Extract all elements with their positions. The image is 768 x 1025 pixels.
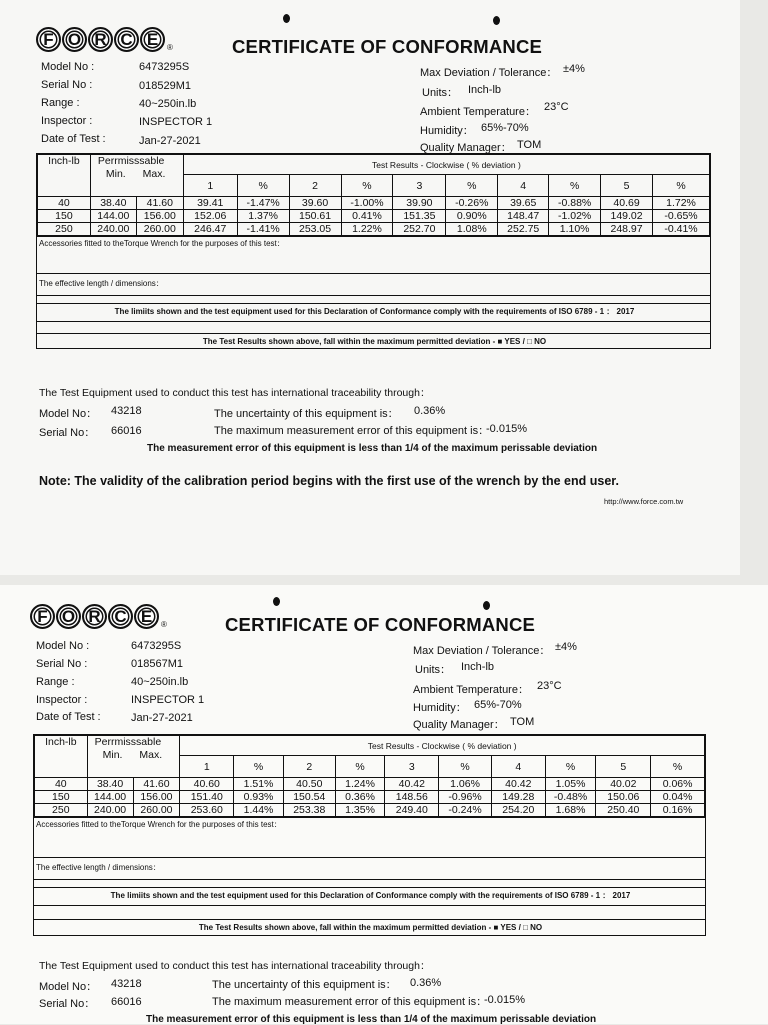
logo-letter: F [30,604,55,629]
certificate-title: CERTIFICATE OF CONFORMANCE [225,614,536,635]
max-error-label: The maximum measurement error of this equipment is： [212,996,488,1008]
table-cell: 1.68% [545,804,596,817]
equipment-model-label: Model No： [39,981,98,993]
result-col-header: % [549,175,601,197]
equipment-serial-value: 66016 [111,425,142,437]
uncertainty-value: 0.36% [414,405,446,417]
model-no-label: Model No : [41,61,95,73]
logo-letter: E [134,604,159,629]
table-cell: 150 [38,210,91,223]
table-cell: 1.22% [341,223,393,236]
range-value: 40~250in.lb [131,676,189,688]
table-cell: 0.04% [651,791,705,804]
table-cell: 1.24% [335,778,385,791]
table-cell: -1.02% [549,210,601,223]
validity-note: Note: The validity of the calibration period begins with the first use of the wrench by the end user. [39,474,619,488]
max-error-value: -0.015% [486,423,527,435]
table-cell: -1.41% [237,223,289,236]
table-cell: 152.06 [183,210,237,223]
punch-hole-mark [493,16,500,25]
table-cell: 1.06% [439,778,492,791]
col-unit-header: Inch-lb [35,736,88,778]
table-cell: 1.35% [335,804,385,817]
result-col-header: 5 [596,756,651,778]
humidity-label: Humidity： [413,702,467,714]
table-cell: 246.47 [183,223,237,236]
table-cell: -0.65% [653,210,710,223]
date-value: Jan-27-2021 [131,712,193,724]
range-label: Range : [41,97,80,109]
quality-manager-label: Quality Manager： [420,142,512,154]
table-cell: 38.40 [87,778,133,791]
table-cell: 148.47 [498,210,549,223]
units-value: Inch-lb [468,84,502,96]
table-cell: 40.02 [596,778,651,791]
spacer-row [34,905,705,919]
table-cell: 40.50 [283,778,335,791]
table-cell: 250 [35,804,88,817]
result-col-header: 1 [183,175,237,197]
effective-length-text: The effective length / dimensions： [39,279,164,288]
table-row [35,791,705,804]
logo-letter: E [140,27,165,52]
table-cell: 240.00 [90,223,136,236]
units-label: Units： [415,664,452,676]
table-cell: 150.06 [596,791,651,804]
max-label: Max. [139,749,163,761]
table-cell: 240.00 [87,804,133,817]
result-col-header: % [653,175,710,197]
result-col-header: 5 [601,175,653,197]
table-cell: 149.28 [491,791,545,804]
inspector-value: INSPECTOR 1 [131,694,205,706]
certificate-title: CERTIFICATE OF CONFORMANCE [232,36,543,57]
units-value: Inch-lb [461,661,495,673]
accessories-text: Accessories fitted to theTorque Wrench for the purposes of this test： [39,239,285,248]
spacer-row [37,321,710,333]
quality-manager-value: TOM [510,716,535,728]
table-cell: 252.75 [498,223,549,236]
logo-letter: R [82,604,107,629]
table-cell: 1.10% [549,223,601,236]
max-error-value: -0.015% [484,994,525,1006]
table-row [35,778,705,791]
col-permissible-header [90,155,183,197]
table-cell: 144.00 [87,791,133,804]
iso-statement-row [37,303,710,321]
units-label: Units： [422,87,459,99]
table-cell: 148.56 [385,791,439,804]
table-cell: 1.72% [653,197,710,210]
max-deviation-label: Max Deviation / Tolerance： [413,645,551,657]
table-cell: 1.05% [545,778,596,791]
result-col-header: % [439,756,492,778]
quality-manager-label: Quality Manager： [413,719,505,731]
table-cell: 252.70 [393,223,446,236]
table-cell: -1.00% [341,197,393,210]
table-cell: 40 [35,778,88,791]
uncertainty-label: The uncertainty of this equipment is： [212,979,397,991]
table-cell: 0.36% [335,791,385,804]
test-results-header: Test Results - Clockwise ( % deviation ) [183,155,709,175]
date-value: Jan-27-2021 [139,135,201,147]
ambient-value: 23°C [537,680,562,692]
result-col-header: 2 [289,175,341,197]
table-cell: 40.60 [180,778,234,791]
inspector-value: INSPECTOR 1 [139,116,213,128]
table-cell: 0.41% [341,210,393,223]
permissible-label: Perrmisssable [94,736,162,748]
table-cell: 151.35 [393,210,446,223]
table-cell: 41.60 [136,197,183,210]
table-row [35,804,705,817]
ambient-label: Ambient Temperature： [420,106,536,118]
table-cell: 253.60 [180,804,234,817]
min-label: Min. [102,749,123,761]
traceability-text: The Test Equipment used to conduct this test has international traceability through： [39,960,431,972]
result-col-header: % [651,756,705,778]
punch-hole-mark [483,601,490,610]
effective-length-row [37,273,710,295]
table-cell: 39.60 [289,197,341,210]
humidity-value: 65%-70% [474,699,522,711]
serial-no-value: 018567M1 [131,658,183,670]
logo-letter: R [88,27,113,52]
table-cell: 150.61 [289,210,341,223]
results-statement: The Test Results shown above, fall within the maximum permitted deviation - ■ YES / □ NO [202,337,547,346]
table-cell: 39.90 [393,197,446,210]
table-cell: 260.00 [136,223,183,236]
table-cell: -0.24% [439,804,492,817]
table-cell: -0.48% [545,791,596,804]
table-cell: 144.00 [90,210,136,223]
model-no-value: 6473295S [139,61,190,73]
table-cell: 0.06% [651,778,705,791]
table-cell: 1.44% [234,804,284,817]
table-cell: 1.08% [446,223,498,236]
logo-letter: O [56,604,81,629]
equipment-serial-value: 66016 [111,996,142,1008]
iso-statement-row [34,887,705,905]
spacer-row [34,879,705,887]
quality-manager-value: TOM [517,139,542,151]
result-col-header: % [545,756,596,778]
table-cell: 150.54 [283,791,335,804]
website-link[interactable]: http://www.force.com.tw [604,497,684,506]
table-cell: 1.51% [234,778,284,791]
logo-letter: C [114,27,139,52]
force-logo [36,27,173,52]
logo-letter: O [62,27,87,52]
iso-statement: The limiits shown and the test equipment used for this Declaration of Conformance comply with the requirements of ISO 6789 - 1 ： 2017 [114,307,635,316]
table-cell: -0.26% [446,197,498,210]
certificate-2 [0,585,768,1024]
serial-no-label: Serial No : [41,79,93,91]
table-row [38,223,710,236]
iso-statement: The limiits shown and the test equipment used for this Declaration of Conformance comply with the requirements of ISO 6789 - 1 ： 2017 [110,891,631,900]
table-cell: 260.00 [133,804,180,817]
max-deviation-value: ±4% [555,641,577,653]
table-cell: 38.40 [90,197,136,210]
ambient-value: 23°C [544,101,569,113]
max-label: Max. [142,168,166,180]
results-statement: The Test Results shown above, fall within the maximum permitted deviation - ■ YES / □ NO [198,923,543,932]
permissible-label: Perrmisssable [97,155,165,167]
table-cell: 250 [38,223,91,236]
table-cell: 248.97 [601,223,653,236]
equipment-serial-label: Serial No： [39,998,96,1010]
ambient-label: Ambient Temperature： [413,684,529,696]
table-cell: 39.65 [498,197,549,210]
result-col-header: 2 [283,756,335,778]
table-cell: 156.00 [136,210,183,223]
test-results-header: Test Results - Clockwise ( % deviation ) [180,736,705,756]
uncertainty-value: 0.36% [410,977,442,989]
table-cell: 40.69 [601,197,653,210]
result-col-header: 4 [498,175,549,197]
logo-letter: F [36,27,61,52]
error-statement: The measurement error of this equipment is less than 1/4 of the maximum perissable deviation [147,443,598,454]
result-col-header: % [446,175,498,197]
results-grid [36,153,711,349]
table-cell: 253.38 [283,804,335,817]
table-cell: 40 [38,197,91,210]
table-cell: -0.88% [549,197,601,210]
table-cell: 1.37% [237,210,289,223]
table-cell: -0.41% [653,223,710,236]
model-no-value: 6473295S [131,640,182,652]
table-cell: 0.93% [234,791,284,804]
registered-mark: ® [167,43,173,52]
equipment-model-label: Model No： [39,408,98,420]
table-cell: 156.00 [133,791,180,804]
table-cell: -0.96% [439,791,492,804]
results-grid [33,734,706,936]
min-label: Min. [105,168,126,180]
table-cell: 0.90% [446,210,498,223]
humidity-label: Humidity： [420,125,474,137]
table-cell: 39.41 [183,197,237,210]
result-col-header: 1 [180,756,234,778]
error-statement: The measurement error of this equipment is less than 1/4 of the maximum perissable deviation [146,1014,597,1025]
table-cell: 151.40 [180,791,234,804]
table-cell: 249.40 [385,804,439,817]
equipment-serial-label: Serial No： [39,427,96,439]
result-col-header: 3 [393,175,446,197]
accessories-row [34,817,705,857]
punch-hole-mark [273,597,280,606]
serial-no-value: 018529M1 [139,80,191,92]
effective-length-text: The effective length / dimensions： [36,863,161,872]
table-cell: 253.05 [289,223,341,236]
results-statement-row [37,333,710,349]
max-deviation-label: Max Deviation / Tolerance： [420,67,558,79]
table-cell: 254.20 [491,804,545,817]
equipment-model-value: 43218 [111,978,142,990]
spacer-row [37,295,710,303]
model-no-label: Model No : [36,640,90,652]
accessories-text: Accessories fitted to theTorque Wrench for the purposes of this test： [36,820,282,829]
table-cell: 250.40 [596,804,651,817]
result-col-header: % [341,175,393,197]
table-cell: 40.42 [385,778,439,791]
results-table [34,735,705,817]
table-cell: 40.42 [491,778,545,791]
registered-mark: ® [161,620,167,629]
results-table [37,154,710,236]
result-col-header: 3 [385,756,439,778]
serial-no-label: Serial No : [36,658,88,670]
humidity-value: 65%-70% [481,122,529,134]
table-row [38,197,710,210]
table-cell: 41.60 [133,778,180,791]
result-col-header: % [335,756,385,778]
effective-length-row [34,857,705,879]
range-value: 40~250in.lb [139,98,197,110]
results-statement-row [34,919,705,935]
table-cell: 149.02 [601,210,653,223]
inspector-label: Inspector : [41,115,93,127]
result-col-header: % [234,756,284,778]
date-label: Date of Test : [36,711,101,723]
traceability-text: The Test Equipment used to conduct this test has international traceability through： [39,387,431,399]
col-permissible-header [87,736,180,778]
result-col-header: 4 [491,756,545,778]
date-label: Date of Test : [41,133,106,145]
accessories-row [37,236,710,273]
max-error-label: The maximum measurement error of this equipment is： [214,425,490,437]
uncertainty-label: The uncertainty of this equipment is： [214,408,399,420]
punch-hole-mark [283,14,290,23]
equipment-model-value: 43218 [111,405,142,417]
force-logo [30,604,167,629]
range-label: Range : [36,676,75,688]
logo-letter: C [108,604,133,629]
table-cell: 0.16% [651,804,705,817]
max-deviation-value: ±4% [563,63,585,75]
result-col-header: % [237,175,289,197]
table-cell: -1.47% [237,197,289,210]
table-cell: 150 [35,791,88,804]
table-row [38,210,710,223]
col-unit-header: Inch-lb [38,155,91,197]
inspector-label: Inspector : [36,694,88,706]
